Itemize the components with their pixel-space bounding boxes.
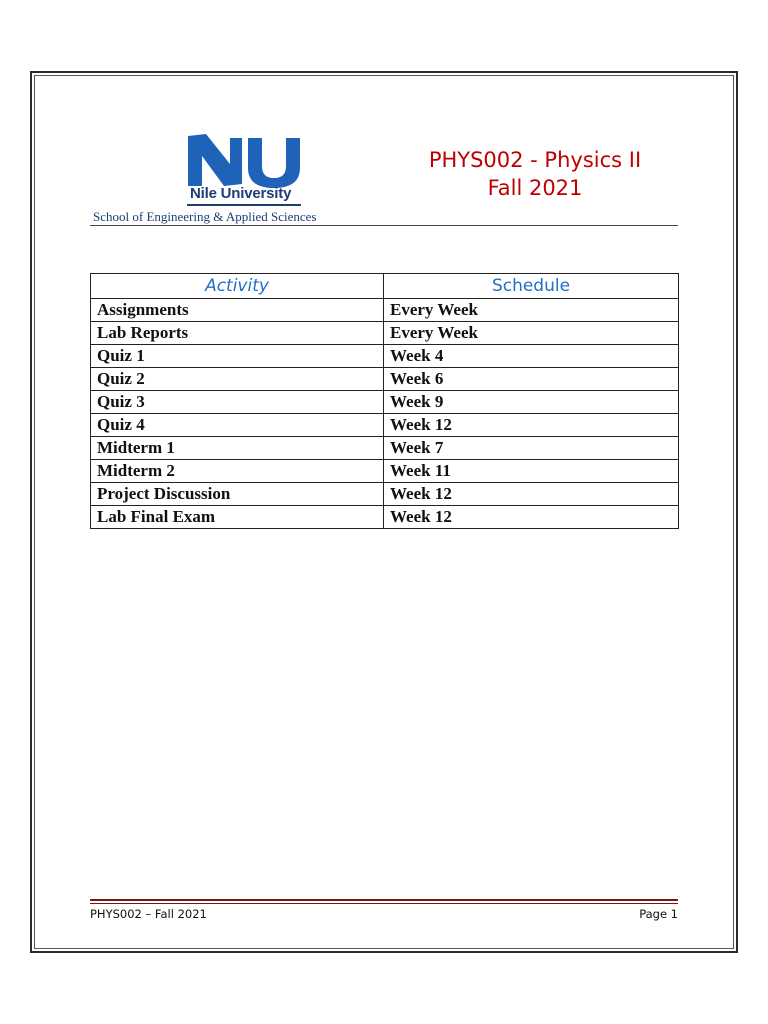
activity-cell: Midterm 1 <box>91 437 384 460</box>
course-title-line2: Fall 2021 <box>487 176 583 200</box>
schedule-cell: Every Week <box>384 299 679 322</box>
activity-cell: Assignments <box>91 299 384 322</box>
schedule-cell: Week 6 <box>384 368 679 391</box>
schedule-cell: Week 12 <box>384 483 679 506</box>
table-row <box>91 299 679 322</box>
table-row <box>91 483 679 506</box>
table-row <box>91 437 679 460</box>
activity-cell: Project Discussion <box>91 483 384 506</box>
schedule-cell: Week 9 <box>384 391 679 414</box>
table-row <box>91 506 679 529</box>
schedule-cell: Week 4 <box>384 345 679 368</box>
logo-underline <box>187 204 301 206</box>
footer-divider <box>90 899 678 901</box>
activity-cell: Quiz 4 <box>91 414 384 437</box>
header-divider <box>90 225 678 226</box>
table-row <box>91 322 679 345</box>
table-header-row <box>91 274 679 299</box>
table-row <box>91 460 679 483</box>
table-row <box>91 414 679 437</box>
page-number: Page 1 <box>639 907 678 921</box>
footer-divider-thin <box>90 903 678 904</box>
course-title <box>380 146 690 202</box>
activity-cell: Quiz 2 <box>91 368 384 391</box>
activity-cell: Lab Reports <box>91 322 384 345</box>
table-row <box>91 391 679 414</box>
footer-course: PHYS002 – Fall 2021 <box>90 907 207 921</box>
activity-cell: Lab Final Exam <box>91 506 384 529</box>
table-row <box>91 368 679 391</box>
university-name: Nile University <box>190 185 292 202</box>
schedule-cell: Week 7 <box>384 437 679 460</box>
activity-cell: Quiz 3 <box>91 391 384 414</box>
schedule-table <box>90 273 679 529</box>
schedule-cell: Week 12 <box>384 506 679 529</box>
schedule-cell: Week 12 <box>384 414 679 437</box>
course-title-line1: PHYS002 - Physics II <box>428 148 642 172</box>
schedule-cell: Week 11 <box>384 460 679 483</box>
activity-cell: Quiz 1 <box>91 345 384 368</box>
school-name: School of Engineering & Applied Sciences <box>93 209 317 224</box>
table-row <box>91 345 679 368</box>
schedule-cell: Every Week <box>384 322 679 345</box>
activity-cell: Midterm 2 <box>91 460 384 483</box>
column-header-schedule: Schedule <box>384 274 679 299</box>
column-header-activity: Activity <box>91 274 384 299</box>
